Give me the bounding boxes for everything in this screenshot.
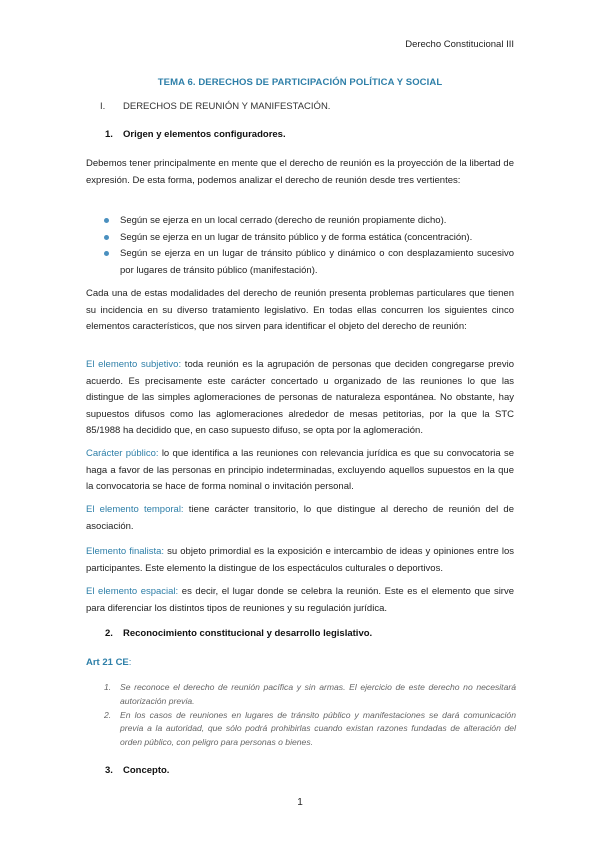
- list-item: Según se ejerza en un lugar de tránsito público y dinámico o con desplazamiento sucesivo por lugares de tránsito público (manifestación).: [104, 246, 514, 279]
- element-text: toda reunión es la agrupación de personas que deciden congregarse previo acuerdo. Es precisamente este carácter concertado u organizado de las reuniones lo que las distingue de las simples aglomeraciones de personas de naturaleza espontánea. No obstante, hay supuestos difusos como las aglomeraciones alrededor de mesas petitorias, por la que la STC 85/1988 ha decidido que, en caso supuesto difuso, se opta por la aglomeración.: [86, 359, 514, 437]
- list-item: 2. En los casos de reuniones en lugares de tránsito público y manifestaciones se dará comunicación previa a la autoridad, que sólo podrá prohibirlas cuando existan razones fundadas de alteración del orden público, con peligro para personas o bienes.: [104, 709, 516, 748]
- subsection-label: Origen y elementos configuradores.: [123, 129, 286, 140]
- chapter-title: TEMA 6. DERECHOS DE PARTICIPACIÓN POLÍTICA Y SOCIAL: [157, 77, 443, 88]
- element-lead: El elemento temporal:: [86, 504, 184, 515]
- running-header: Derecho Constitucional III: [405, 39, 514, 50]
- element-text: es decir, el lugar donde se celebra la reunión. Este es el elemento que sirve para diferenciar los distintos tipos de reuniones y su regulación jurídica.: [86, 586, 514, 614]
- article-quote-list: [104, 681, 516, 750]
- subsection-number: 1.: [105, 129, 113, 140]
- element-lead: El elemento subjetivo:: [86, 359, 182, 370]
- element-text: lo que identifica a las reuniones con relevancia jurídica es que su convocatoria se haga a favor de las personas en principio indeterminadas, excluyendo aquellos supuestos en la que la convocatoria se hace de forma nominal o invitación personal.: [86, 448, 514, 493]
- element-text: su objeto primordial es la exposición e intercambio de ideas y opiniones entre los participantes. Este elemento la distingue de los espectáculos culturales o deportivos.: [86, 546, 515, 574]
- section-number: I.: [100, 101, 106, 112]
- element-paragraph-temporal: [86, 502, 514, 535]
- bullet-list: [104, 213, 514, 279]
- article-label: Art 21 CE:: [86, 657, 132, 668]
- element-text: tiene carácter transitorio, lo que distingue al derecho de reunión del de asociación.: [86, 504, 514, 532]
- bullet-icon: [104, 235, 109, 240]
- subsection-label: Reconocimiento constitucional y desarrollo legislativo.: [123, 628, 373, 639]
- subsection-heading-1: [105, 129, 286, 140]
- element-paragraph-espacial: [86, 584, 514, 617]
- list-item: 1. Se reconoce el derecho de reunión pacífica y sin armas. El ejercicio de este derecho no necesitará autorización previa.: [104, 682, 516, 706]
- intro-paragraph: Debemos tener principalmente en mente que el derecho de reunión es la proyección de la libertad de expresión. De esta forma, podemos analizar el derecho de reunión desde tres vertientes:: [86, 158, 514, 186]
- bullet-icon: [104, 218, 109, 223]
- list-item: Según se ejerza en un local cerrado (derecho de reunión propiamente dicho).: [104, 213, 514, 230]
- section-heading: [100, 101, 330, 112]
- element-lead: El elemento espacial:: [86, 586, 179, 597]
- element-lead: Carácter público:: [86, 448, 159, 459]
- list-item: Según se ejerza en un lugar de tránsito público y de forma estática (concentración).: [104, 230, 514, 247]
- element-lead: Elemento finalista:: [86, 546, 165, 557]
- page-number: 1: [297, 797, 303, 808]
- section-label: DERECHOS DE REUNIÓN Y MANIFESTACIÓN.: [123, 101, 331, 112]
- element-paragraph-publico: [86, 446, 514, 496]
- subsection-number: 3.: [105, 765, 113, 776]
- subsection-heading-3: [105, 765, 169, 776]
- subsection-heading-2: [105, 628, 372, 639]
- bullet-icon: [104, 251, 109, 256]
- element-paragraph-finalista: [86, 544, 514, 577]
- modalidades-paragraph: Cada una de estas modalidades del derecho de reunión presenta problemas particulares que tienen su incidencia en su diverso tratamiento legislativo. En todas ellas concurren los siguientes cinco elementos característicos, que nos sirven para identificar el objeto del derecho de reunión:: [86, 288, 514, 333]
- subsection-number: 2.: [105, 628, 113, 639]
- element-paragraph-subjetivo: [86, 357, 514, 440]
- subsection-label: Concepto.: [123, 765, 170, 776]
